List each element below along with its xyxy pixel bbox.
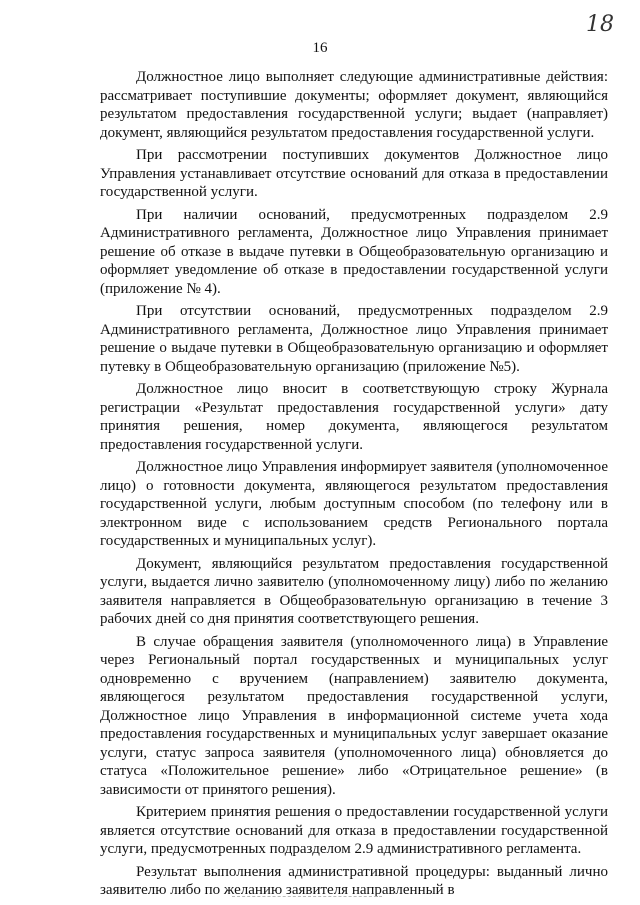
paragraph: Критерием принятия решения о предоставлении государственной услуги является отсутствие оснований для отказа в предоставлении государственной услуги, предусмотренных подразделом 2.9 административного регламента.: [100, 804, 608, 857]
page-number: 16: [312, 40, 328, 56]
document-body: [100, 68, 608, 904]
scan-artifact-line: [232, 896, 382, 897]
paragraph: Должностное лицо Управления информирует заявителя (уполномоченное лицо) о готовности документа, являющегося результатом предоставления государственной услуги, любым доступным способом (по телефону или в электронном виде с использованием средств Регионального портала государственных и муниципальных услуг).: [100, 459, 608, 549]
paragraph: При рассмотрении поступивших документов Должностное лицо Управления устанавливает отсутствие оснований для отказа в предоставлении государственной услуги.: [100, 147, 608, 200]
paragraph: При наличии оснований, предусмотренных подразделом 2.9 Административного регламента, Должностное лицо Управления принимает решение об отказе в выдаче путевки в Общеобразовательную организацию и оформляет уведомление об отказе в предоставлении государственной услуги (приложение № 4).: [100, 206, 608, 297]
paragraph: Результат выполнения административной процедуры: выданный лично заявителю либо по желанию заявителя направленный в: [100, 863, 608, 898]
paragraph: В случае обращения заявителя (уполномоченного лица) в Управление через Региональный портал государственных и муниципальных услуг одновременно с вручением (направлением) заявителю документа, являющегося результатом предоставления государственной услуги, Должностное лицо Управления в информационной системе учета хода предоставления государственных и муниципальных услуг завершает оказание услуги, статус запроса заявителя (уполномоченного лица) обновляется до статуса «Положительное решение» либо «Отрицательное решение» (в зависимости от принятого решения).: [100, 633, 608, 798]
paragraph: При отсутствии оснований, предусмотренных подразделом 2.9 Административного регламента, Должностное лицо Управления принимает решение о выдаче путевки в Общеобразовательную организацию и оформляет путевку в Общеобразовательную организацию (приложение №5).: [100, 303, 608, 375]
handwritten-page-mark: 18: [586, 12, 614, 37]
paragraph: Должностное лицо выполняет следующие административные действия: рассматривает поступившие документы; оформляет документ, являющийся результатом предоставления государственной услуги; выдает (направляет) документ, являющийся результатом предоставления государственной услуги.: [100, 69, 608, 141]
paragraph: Документ, являющийся результатом предоставления государственной услуги, выдается лично заявителю (уполномоченному лицу) либо по желанию заявителя направляется в Общеобразовательную организацию в течение 3 рабочих дней со дня принятия соответствующего решения.: [100, 555, 608, 627]
paragraph: Должностное лицо вносит в соответствующую строку Журнала регистрации «Результат предоставления государственной услуги» дату принятия решения, номер документа, являющегося результатом предоставления государственной услуги.: [100, 381, 608, 453]
